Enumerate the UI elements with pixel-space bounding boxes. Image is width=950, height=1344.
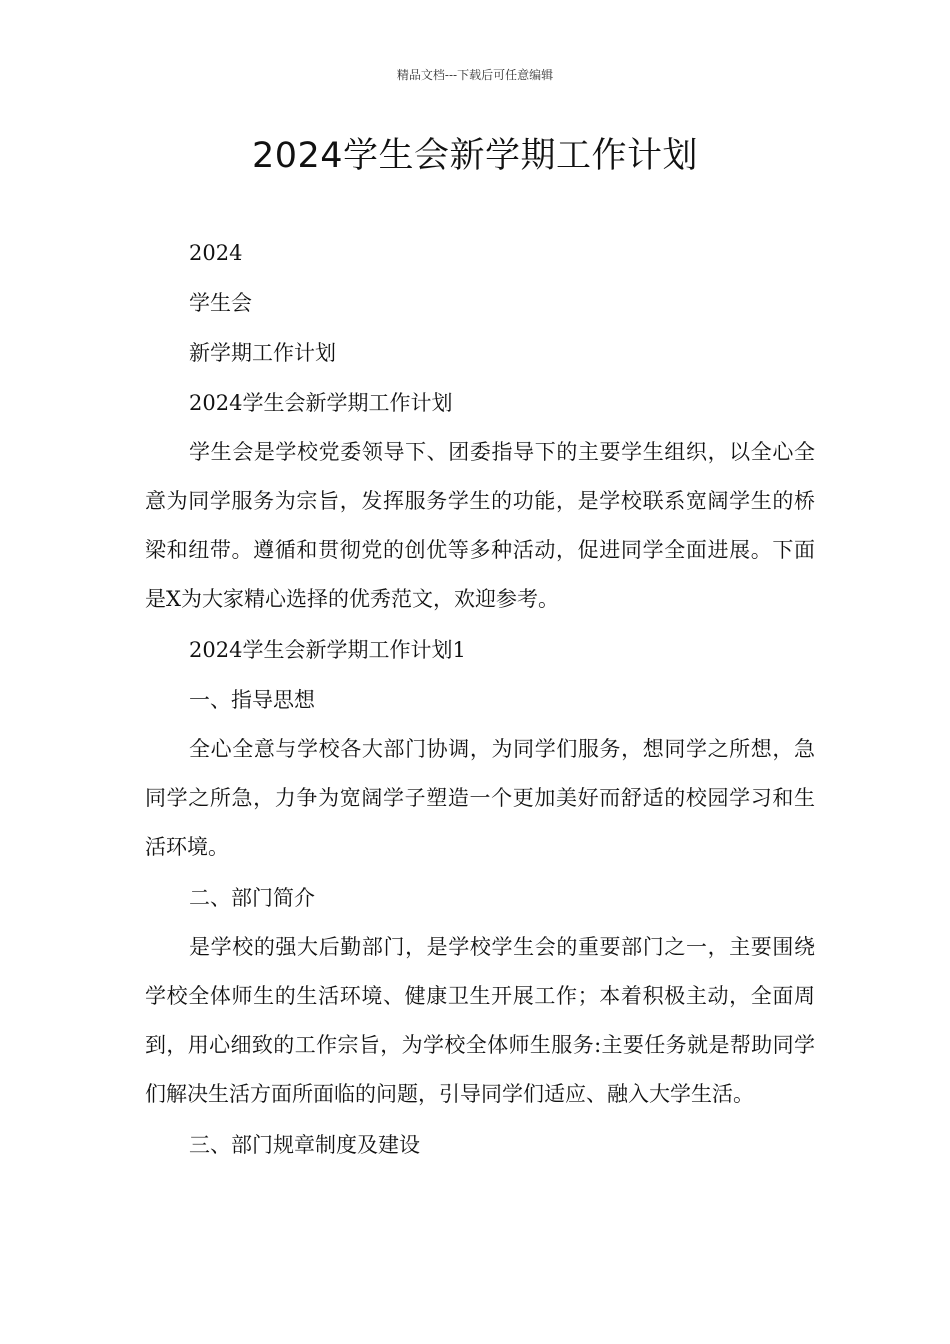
section-heading-guiding-idea: 一、指导思想 bbox=[189, 688, 315, 712]
section-heading-plan-1: 2024学生会新学期工作计划1 bbox=[189, 638, 466, 662]
page-header: 精品文档---下载后可任意编辑 bbox=[396, 68, 554, 82]
guiding-idea-paragraph: 全心全意与学校各大部门协调，为同学们服务，想同学之所想，急同学之所急，力争为宽阔学子塑造一个更加美好而舒适的校园学习和生活环境。 bbox=[145, 737, 815, 859]
section-heading-rules: 三、部门规章制度及建设 bbox=[189, 1133, 420, 1157]
department-intro-paragraph: 是学校的强大后勤部门，是学校学生会的重要部门之一，主要围绕学校全体师生的生活环境、健康卫生开展工作；本着积极主动，全面周到，用心细致的工作宗旨，为学校全体师生服务:主要任务就是帮助同学们解决生活方面所面临的问题，引导同学们适应、融入大学生活。 bbox=[145, 935, 815, 1106]
section-heading-department-intro: 二、部门简介 bbox=[189, 886, 315, 910]
intro-paragraph: 学生会是学校党委领导下、团委指导下的主要学生组织，以全心全意为同学服务为宗旨，发挥服务学生的功能，是学校联系宽阔学生的桥梁和纽带。遵循和贯彻党的创优等多种活动，促进同学全面进展。下面是X为大家精心选择的优秀范文，欢迎参考。 bbox=[145, 440, 815, 611]
body-line-full-title: 2024学生会新学期工作计划 bbox=[189, 391, 453, 415]
body-line-year: 2024 bbox=[189, 241, 243, 265]
body-line-plan: 新学期工作计划 bbox=[189, 341, 336, 365]
body-line-student-union: 学生会 bbox=[189, 291, 252, 315]
document-body bbox=[145, 228, 815, 1170]
document-title: 2024学生会新学期工作计划 bbox=[251, 136, 699, 176]
